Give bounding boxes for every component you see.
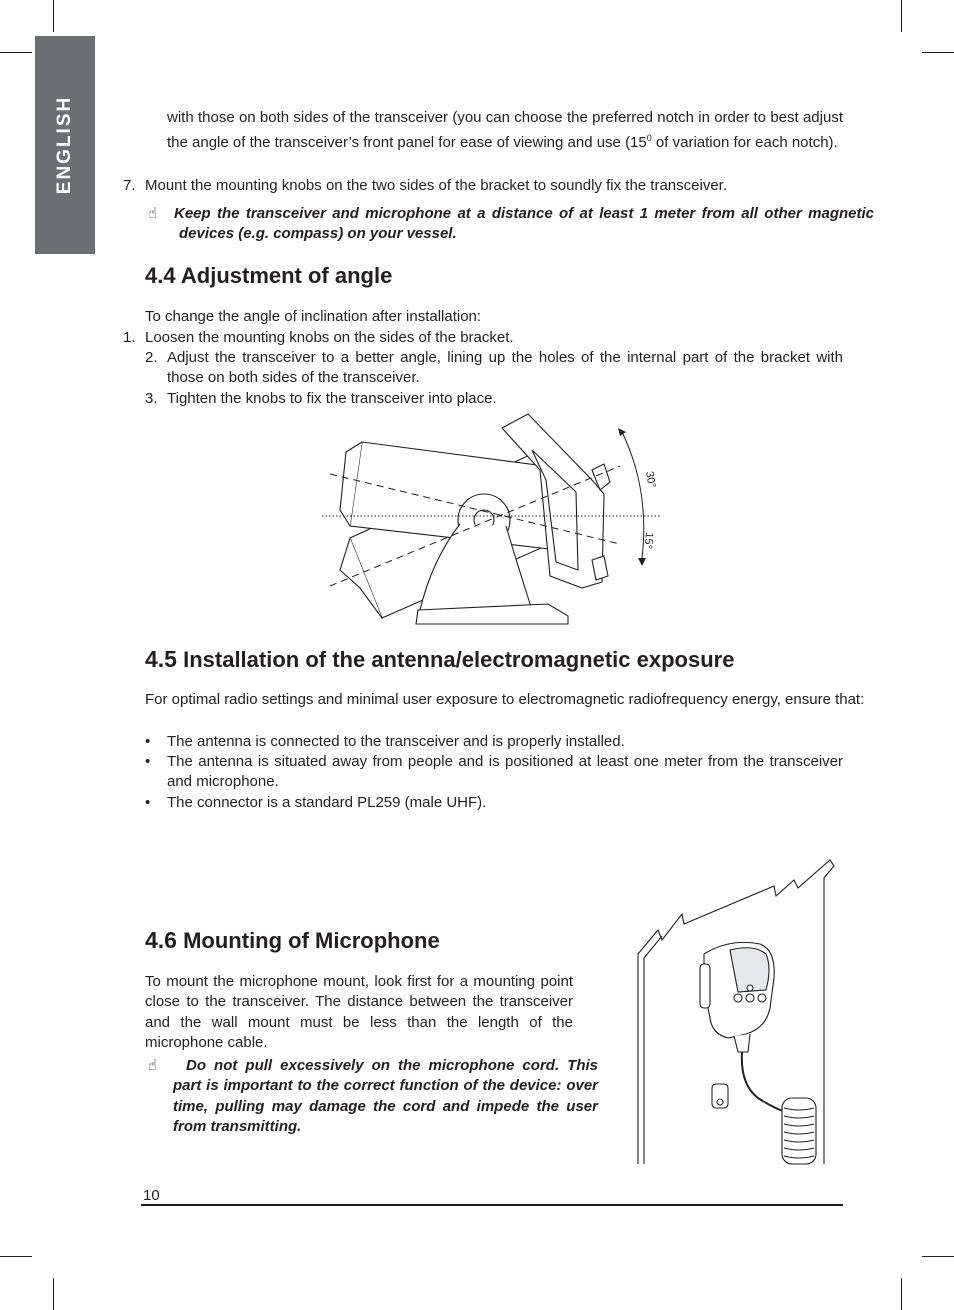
angle-lead: To change the angle of inclination after installation: [145, 308, 482, 325]
language-tab-label: ENGLISH [54, 95, 75, 195]
intro-continuation: with those on both sides of the transceiver (you can choose the preferred notch in order to best adjust the angle of the transceiver’s front panel for ease of viewing and use ($15^0$ of variation for each notch). [167, 109, 843, 152]
crop-mark [922, 1256, 954, 1257]
microphone-note: ☝ Do not pull excessively on the microphone cord. This part is important to the correct function of the device: over time, pulling may damage the cord and impede the user from transmitting. [148, 1057, 598, 1136]
hanger-screw [717, 1099, 723, 1105]
angle-step-2: 2. Adjust the transceiver to a better angle, lining up the holes of the internal part of the bracket with those on both sides of the transceiver. [145, 349, 843, 387]
ptt-button [700, 964, 710, 1008]
pointing-hand-icon: ☝ [148, 205, 158, 222]
microphone-mount-figure [634, 858, 838, 1168]
section-heading-4-4: 4.4 Adjustment of angle [145, 263, 393, 288]
section-heading-4-5: 4.5 Installation of the antenna/electromagnetic exposure [145, 646, 735, 672]
step-number: 2. [145, 349, 158, 366]
angle-adjustment-figure [320, 410, 666, 630]
crop-mark [53, 1278, 54, 1310]
bullet-symbol: • [145, 753, 151, 770]
coiled-cord [782, 1098, 816, 1164]
crop-mark [901, 1278, 902, 1310]
section-heading-4-6: 4.6 Mounting of Microphone [145, 927, 440, 953]
page-number: 10 [143, 1187, 160, 1204]
arc-arrow-bottom [638, 558, 646, 566]
bullet-symbol: • [145, 733, 151, 750]
step-number: 1. [123, 329, 136, 346]
angle-label-15: 15° [641, 531, 655, 550]
crop-mark [922, 52, 954, 53]
antenna-lead: For optimal radio settings and minimal user exposure to electromagnetic radiofrequency energy, ensure that: [145, 691, 865, 708]
microphone-body: To mount the microphone mount, look first for a mounting point close to the transceiver. The distance between the transceiver and the wall mount must be less than the length of the microphone cable. [145, 973, 573, 1052]
magnetic-note: ☝ Keep the transceiver and microphone at a distance of at least 1 meter from all other magnetic devices (e.g. compass) on your vessel. [148, 205, 874, 243]
pointing-hand-icon: ☝ [148, 1057, 158, 1074]
crop-mark [0, 52, 32, 53]
mic-button [747, 985, 753, 991]
step-number: 3. [145, 390, 158, 407]
step-7: 7. Mount the mounting knobs on the two sides of the bracket to soundly fix the transceiver. [167, 176, 843, 196]
angle-label-30: 30° [643, 470, 658, 489]
crop-mark [53, 0, 54, 32]
crop-mark [901, 0, 902, 32]
bullet-symbol: • [145, 794, 151, 811]
step-number: 7. [123, 177, 136, 194]
mic-button [746, 994, 754, 1002]
angle-step-1: 1. Loosen the mounting knobs on the sides of the bracket. [167, 328, 843, 348]
angle-step-3: 3. Tighten the knobs to fix the transceiver into place. [167, 389, 843, 409]
antenna-bullet-3: • The connector is a standard PL259 (male UHF). [167, 793, 843, 813]
angle-arc [622, 432, 644, 558]
antenna-bullet-2: • The antenna is situated away from people and is positioned at least one meter from the transceiver and microphone. [145, 753, 843, 791]
language-tab [35, 36, 95, 254]
antenna-bullet-1: • The antenna is connected to the transceiver and is properly installed. [167, 732, 843, 752]
crop-mark [0, 1256, 32, 1257]
mic-button [758, 994, 766, 1002]
footer-rule [141, 1204, 843, 1206]
arc-arrow-top [618, 428, 626, 436]
mic-button [734, 994, 742, 1002]
